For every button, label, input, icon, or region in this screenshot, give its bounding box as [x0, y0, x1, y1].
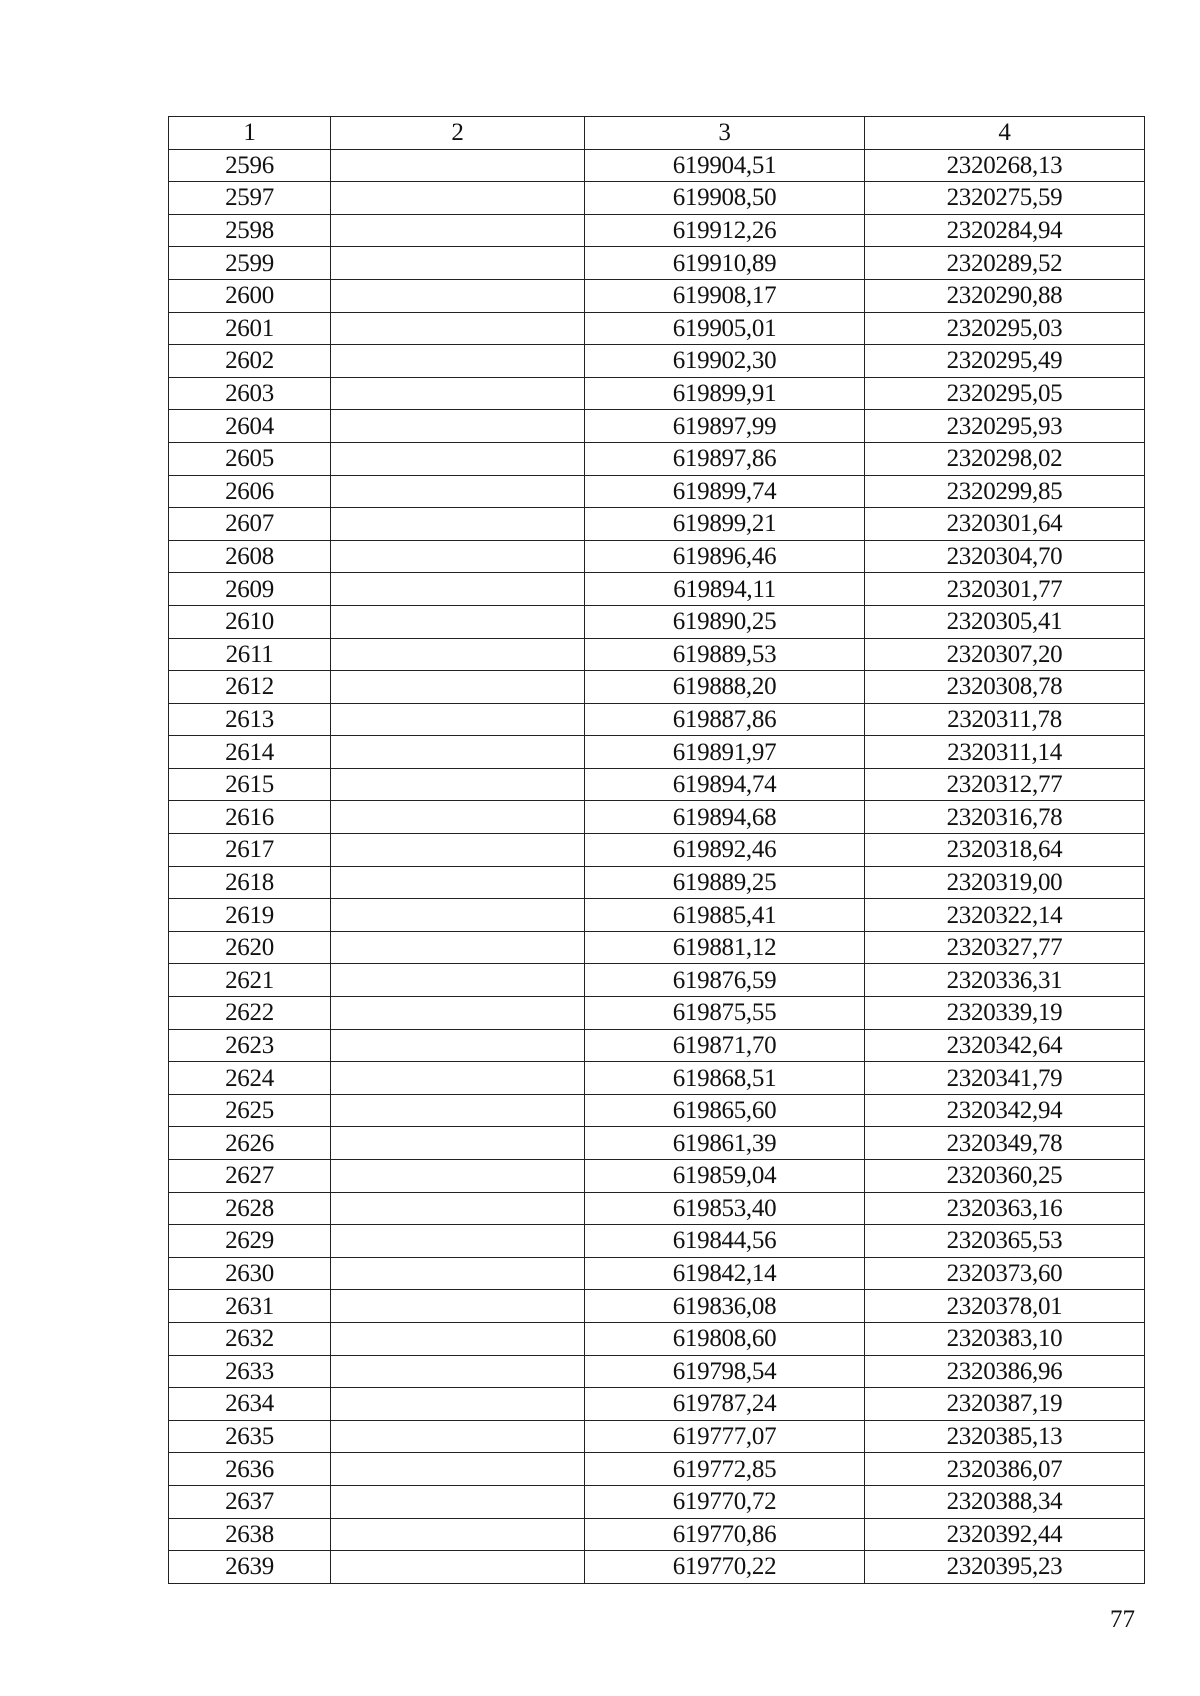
point-number-cell: 2621: [169, 964, 331, 997]
x-coordinate-cell: 619861,39: [585, 1127, 865, 1160]
x-coordinate-cell: 619842,14: [585, 1257, 865, 1290]
y-coordinate-cell: 2320373,60: [865, 1257, 1145, 1290]
point-number-cell: 2623: [169, 1029, 331, 1062]
x-coordinate-cell: 619798,54: [585, 1355, 865, 1388]
description-cell: [331, 312, 585, 345]
x-coordinate-cell: 619859,04: [585, 1160, 865, 1193]
y-coordinate-cell: 2320378,01: [865, 1290, 1145, 1323]
y-coordinate-cell: 2320301,64: [865, 508, 1145, 541]
description-cell: [331, 768, 585, 801]
point-number-cell: 2615: [169, 768, 331, 801]
point-number-cell: 2638: [169, 1518, 331, 1551]
y-coordinate-cell: 2320295,93: [865, 410, 1145, 443]
y-coordinate-cell: 2320316,78: [865, 801, 1145, 834]
point-number-cell: 2608: [169, 540, 331, 573]
table-row: [169, 1225, 1145, 1258]
y-coordinate-cell: 2320268,13: [865, 149, 1145, 182]
point-number-cell: 2629: [169, 1225, 331, 1258]
description-cell: [331, 1388, 585, 1421]
x-coordinate-cell: 619891,97: [585, 736, 865, 769]
x-coordinate-cell: 619836,08: [585, 1290, 865, 1323]
point-number-cell: 2614: [169, 736, 331, 769]
description-cell: [331, 1257, 585, 1290]
table-row: [169, 1355, 1145, 1388]
description-cell: [331, 1127, 585, 1160]
description-cell: [331, 214, 585, 247]
description-cell: [331, 247, 585, 280]
point-number-cell: 2625: [169, 1094, 331, 1127]
column-header-3: 3: [585, 117, 865, 150]
table-row: [169, 1551, 1145, 1584]
description-cell: [331, 345, 585, 378]
table-row: [169, 377, 1145, 410]
table-row: [169, 1062, 1145, 1095]
y-coordinate-cell: 2320327,77: [865, 931, 1145, 964]
x-coordinate-cell: 619770,72: [585, 1485, 865, 1518]
table-row: [169, 736, 1145, 769]
x-coordinate-cell: 619853,40: [585, 1192, 865, 1225]
point-number-cell: 2620: [169, 931, 331, 964]
table-row: [169, 931, 1145, 964]
description-cell: [331, 964, 585, 997]
table-row: [169, 964, 1145, 997]
y-coordinate-cell: 2320386,96: [865, 1355, 1145, 1388]
x-coordinate-cell: 619905,01: [585, 312, 865, 345]
description-cell: [331, 279, 585, 312]
description-cell: [331, 1322, 585, 1355]
y-coordinate-cell: 2320342,94: [865, 1094, 1145, 1127]
description-cell: [331, 540, 585, 573]
description-cell: [331, 605, 585, 638]
y-coordinate-cell: 2320386,07: [865, 1453, 1145, 1486]
table-row: [169, 1094, 1145, 1127]
x-coordinate-cell: 619894,68: [585, 801, 865, 834]
y-coordinate-cell: 2320388,34: [865, 1485, 1145, 1518]
point-number-cell: 2636: [169, 1453, 331, 1486]
y-coordinate-cell: 2320295,49: [865, 345, 1145, 378]
y-coordinate-cell: 2320339,19: [865, 997, 1145, 1030]
x-coordinate-cell: 619892,46: [585, 834, 865, 867]
table-row: [169, 768, 1145, 801]
description-cell: [331, 1355, 585, 1388]
description-cell: [331, 442, 585, 475]
y-coordinate-cell: 2320311,78: [865, 703, 1145, 736]
table-row: [169, 214, 1145, 247]
table-row: [169, 1192, 1145, 1225]
table-row: [169, 1127, 1145, 1160]
x-coordinate-cell: 619770,86: [585, 1518, 865, 1551]
table-body: [169, 149, 1145, 1583]
table-row: [169, 605, 1145, 638]
table-row: [169, 1257, 1145, 1290]
column-header-4: 4: [865, 117, 1145, 150]
description-cell: [331, 1518, 585, 1551]
table-row: [169, 1420, 1145, 1453]
y-coordinate-cell: 2320305,41: [865, 605, 1145, 638]
description-cell: [331, 1290, 585, 1323]
description-cell: [331, 1485, 585, 1518]
table-row: [169, 671, 1145, 704]
description-cell: [331, 475, 585, 508]
point-number-cell: 2639: [169, 1551, 331, 1584]
column-header-1: 1: [169, 117, 331, 150]
point-number-cell: 2619: [169, 899, 331, 932]
y-coordinate-cell: 2320299,85: [865, 475, 1145, 508]
point-number-cell: 2617: [169, 834, 331, 867]
x-coordinate-cell: 619897,86: [585, 442, 865, 475]
y-coordinate-cell: 2320304,70: [865, 540, 1145, 573]
point-number-cell: 2634: [169, 1388, 331, 1421]
y-coordinate-cell: 2320284,94: [865, 214, 1145, 247]
column-header-2: 2: [331, 117, 585, 150]
x-coordinate-cell: 619887,86: [585, 703, 865, 736]
description-cell: [331, 1225, 585, 1258]
point-number-cell: 2607: [169, 508, 331, 541]
x-coordinate-cell: 619876,59: [585, 964, 865, 997]
description-cell: [331, 736, 585, 769]
x-coordinate-cell: 619889,25: [585, 866, 865, 899]
point-number-cell: 2637: [169, 1485, 331, 1518]
y-coordinate-cell: 2320308,78: [865, 671, 1145, 704]
y-coordinate-cell: 2320319,00: [865, 866, 1145, 899]
description-cell: [331, 638, 585, 671]
description-cell: [331, 182, 585, 215]
y-coordinate-cell: 2320349,78: [865, 1127, 1145, 1160]
table-row: [169, 1322, 1145, 1355]
x-coordinate-cell: 619902,30: [585, 345, 865, 378]
x-coordinate-cell: 619904,51: [585, 149, 865, 182]
table-row: [169, 573, 1145, 606]
table-row: [169, 279, 1145, 312]
y-coordinate-cell: 2320311,14: [865, 736, 1145, 769]
table-row: [169, 801, 1145, 834]
point-number-cell: 2631: [169, 1290, 331, 1323]
point-number-cell: 2609: [169, 573, 331, 606]
description-cell: [331, 1029, 585, 1062]
point-number-cell: 2626: [169, 1127, 331, 1160]
point-number-cell: 2598: [169, 214, 331, 247]
x-coordinate-cell: 619787,24: [585, 1388, 865, 1421]
table-row: [169, 997, 1145, 1030]
table-row: [169, 638, 1145, 671]
table-header-row: [169, 117, 1145, 150]
y-coordinate-cell: 2320363,16: [865, 1192, 1145, 1225]
x-coordinate-cell: 619899,91: [585, 377, 865, 410]
y-coordinate-cell: 2320307,20: [865, 638, 1145, 671]
y-coordinate-cell: 2320275,59: [865, 182, 1145, 215]
x-coordinate-cell: 619808,60: [585, 1322, 865, 1355]
point-number-cell: 2602: [169, 345, 331, 378]
y-coordinate-cell: 2320365,53: [865, 1225, 1145, 1258]
point-number-cell: 2605: [169, 442, 331, 475]
point-number-cell: 2618: [169, 866, 331, 899]
point-number-cell: 2600: [169, 279, 331, 312]
x-coordinate-cell: 619908,50: [585, 182, 865, 215]
point-number-cell: 2633: [169, 1355, 331, 1388]
point-number-cell: 2616: [169, 801, 331, 834]
description-cell: [331, 1192, 585, 1225]
point-number-cell: 2599: [169, 247, 331, 280]
point-number-cell: 2630: [169, 1257, 331, 1290]
x-coordinate-cell: 619910,89: [585, 247, 865, 280]
description-cell: [331, 801, 585, 834]
y-coordinate-cell: 2320383,10: [865, 1322, 1145, 1355]
y-coordinate-cell: 2320301,77: [865, 573, 1145, 606]
page-number: 77: [1110, 1606, 1135, 1633]
x-coordinate-cell: 619772,85: [585, 1453, 865, 1486]
y-coordinate-cell: 2320385,13: [865, 1420, 1145, 1453]
point-number-cell: 2624: [169, 1062, 331, 1095]
table-row: [169, 1290, 1145, 1323]
x-coordinate-cell: 619890,25: [585, 605, 865, 638]
description-cell: [331, 671, 585, 704]
x-coordinate-cell: 619894,11: [585, 573, 865, 606]
x-coordinate-cell: 619912,26: [585, 214, 865, 247]
description-cell: [331, 1551, 585, 1584]
point-number-cell: 2611: [169, 638, 331, 671]
x-coordinate-cell: 619897,99: [585, 410, 865, 443]
point-number-cell: 2635: [169, 1420, 331, 1453]
description-cell: [331, 377, 585, 410]
description-cell: [331, 573, 585, 606]
description-cell: [331, 834, 585, 867]
x-coordinate-cell: 619868,51: [585, 1062, 865, 1095]
point-number-cell: 2606: [169, 475, 331, 508]
description-cell: [331, 1094, 585, 1127]
y-coordinate-cell: 2320392,44: [865, 1518, 1145, 1551]
x-coordinate-cell: 619844,56: [585, 1225, 865, 1258]
y-coordinate-cell: 2320295,03: [865, 312, 1145, 345]
point-number-cell: 2603: [169, 377, 331, 410]
table-row: [169, 149, 1145, 182]
table-row: [169, 1453, 1145, 1486]
y-coordinate-cell: 2320342,64: [865, 1029, 1145, 1062]
table-row: [169, 475, 1145, 508]
table-row: [169, 442, 1145, 475]
y-coordinate-cell: 2320360,25: [865, 1160, 1145, 1193]
x-coordinate-cell: 619894,74: [585, 768, 865, 801]
point-number-cell: 2613: [169, 703, 331, 736]
description-cell: [331, 703, 585, 736]
x-coordinate-cell: 619777,07: [585, 1420, 865, 1453]
x-coordinate-cell: 619885,41: [585, 899, 865, 932]
coordinates-table: [168, 116, 1145, 1584]
point-number-cell: 2610: [169, 605, 331, 638]
y-coordinate-cell: 2320318,64: [865, 834, 1145, 867]
table-row: [169, 1160, 1145, 1193]
table-row: [169, 1029, 1145, 1062]
y-coordinate-cell: 2320312,77: [865, 768, 1145, 801]
y-coordinate-cell: 2320387,19: [865, 1388, 1145, 1421]
table-row: [169, 1388, 1145, 1421]
description-cell: [331, 508, 585, 541]
x-coordinate-cell: 619889,53: [585, 638, 865, 671]
table-row: [169, 508, 1145, 541]
table-row: [169, 410, 1145, 443]
y-coordinate-cell: 2320298,02: [865, 442, 1145, 475]
description-cell: [331, 410, 585, 443]
x-coordinate-cell: 619875,55: [585, 997, 865, 1030]
table-row: [169, 247, 1145, 280]
description-cell: [331, 899, 585, 932]
table-row: [169, 866, 1145, 899]
y-coordinate-cell: 2320395,23: [865, 1551, 1145, 1584]
x-coordinate-cell: 619896,46: [585, 540, 865, 573]
table-row: [169, 312, 1145, 345]
table-row: [169, 899, 1145, 932]
table-row: [169, 1518, 1145, 1551]
point-number-cell: 2604: [169, 410, 331, 443]
x-coordinate-cell: 619871,70: [585, 1029, 865, 1062]
point-number-cell: 2622: [169, 997, 331, 1030]
point-number-cell: 2627: [169, 1160, 331, 1193]
table-row: [169, 540, 1145, 573]
y-coordinate-cell: 2320336,31: [865, 964, 1145, 997]
description-cell: [331, 931, 585, 964]
table-row: [169, 345, 1145, 378]
point-number-cell: 2612: [169, 671, 331, 704]
x-coordinate-cell: 619865,60: [585, 1094, 865, 1127]
description-cell: [331, 1453, 585, 1486]
y-coordinate-cell: 2320341,79: [865, 1062, 1145, 1095]
document-page: [168, 116, 1144, 1584]
y-coordinate-cell: 2320289,52: [865, 247, 1145, 280]
description-cell: [331, 866, 585, 899]
description-cell: [331, 149, 585, 182]
x-coordinate-cell: 619899,21: [585, 508, 865, 541]
x-coordinate-cell: 619888,20: [585, 671, 865, 704]
y-coordinate-cell: 2320295,05: [865, 377, 1145, 410]
y-coordinate-cell: 2320290,88: [865, 279, 1145, 312]
table-row: [169, 703, 1145, 736]
point-number-cell: 2596: [169, 149, 331, 182]
description-cell: [331, 997, 585, 1030]
point-number-cell: 2601: [169, 312, 331, 345]
x-coordinate-cell: 619908,17: [585, 279, 865, 312]
point-number-cell: 2597: [169, 182, 331, 215]
table-row: [169, 834, 1145, 867]
table-row: [169, 182, 1145, 215]
x-coordinate-cell: 619899,74: [585, 475, 865, 508]
x-coordinate-cell: 619770,22: [585, 1551, 865, 1584]
description-cell: [331, 1420, 585, 1453]
x-coordinate-cell: 619881,12: [585, 931, 865, 964]
point-number-cell: 2632: [169, 1322, 331, 1355]
point-number-cell: 2628: [169, 1192, 331, 1225]
description-cell: [331, 1062, 585, 1095]
table-row: [169, 1485, 1145, 1518]
y-coordinate-cell: 2320322,14: [865, 899, 1145, 932]
description-cell: [331, 1160, 585, 1193]
